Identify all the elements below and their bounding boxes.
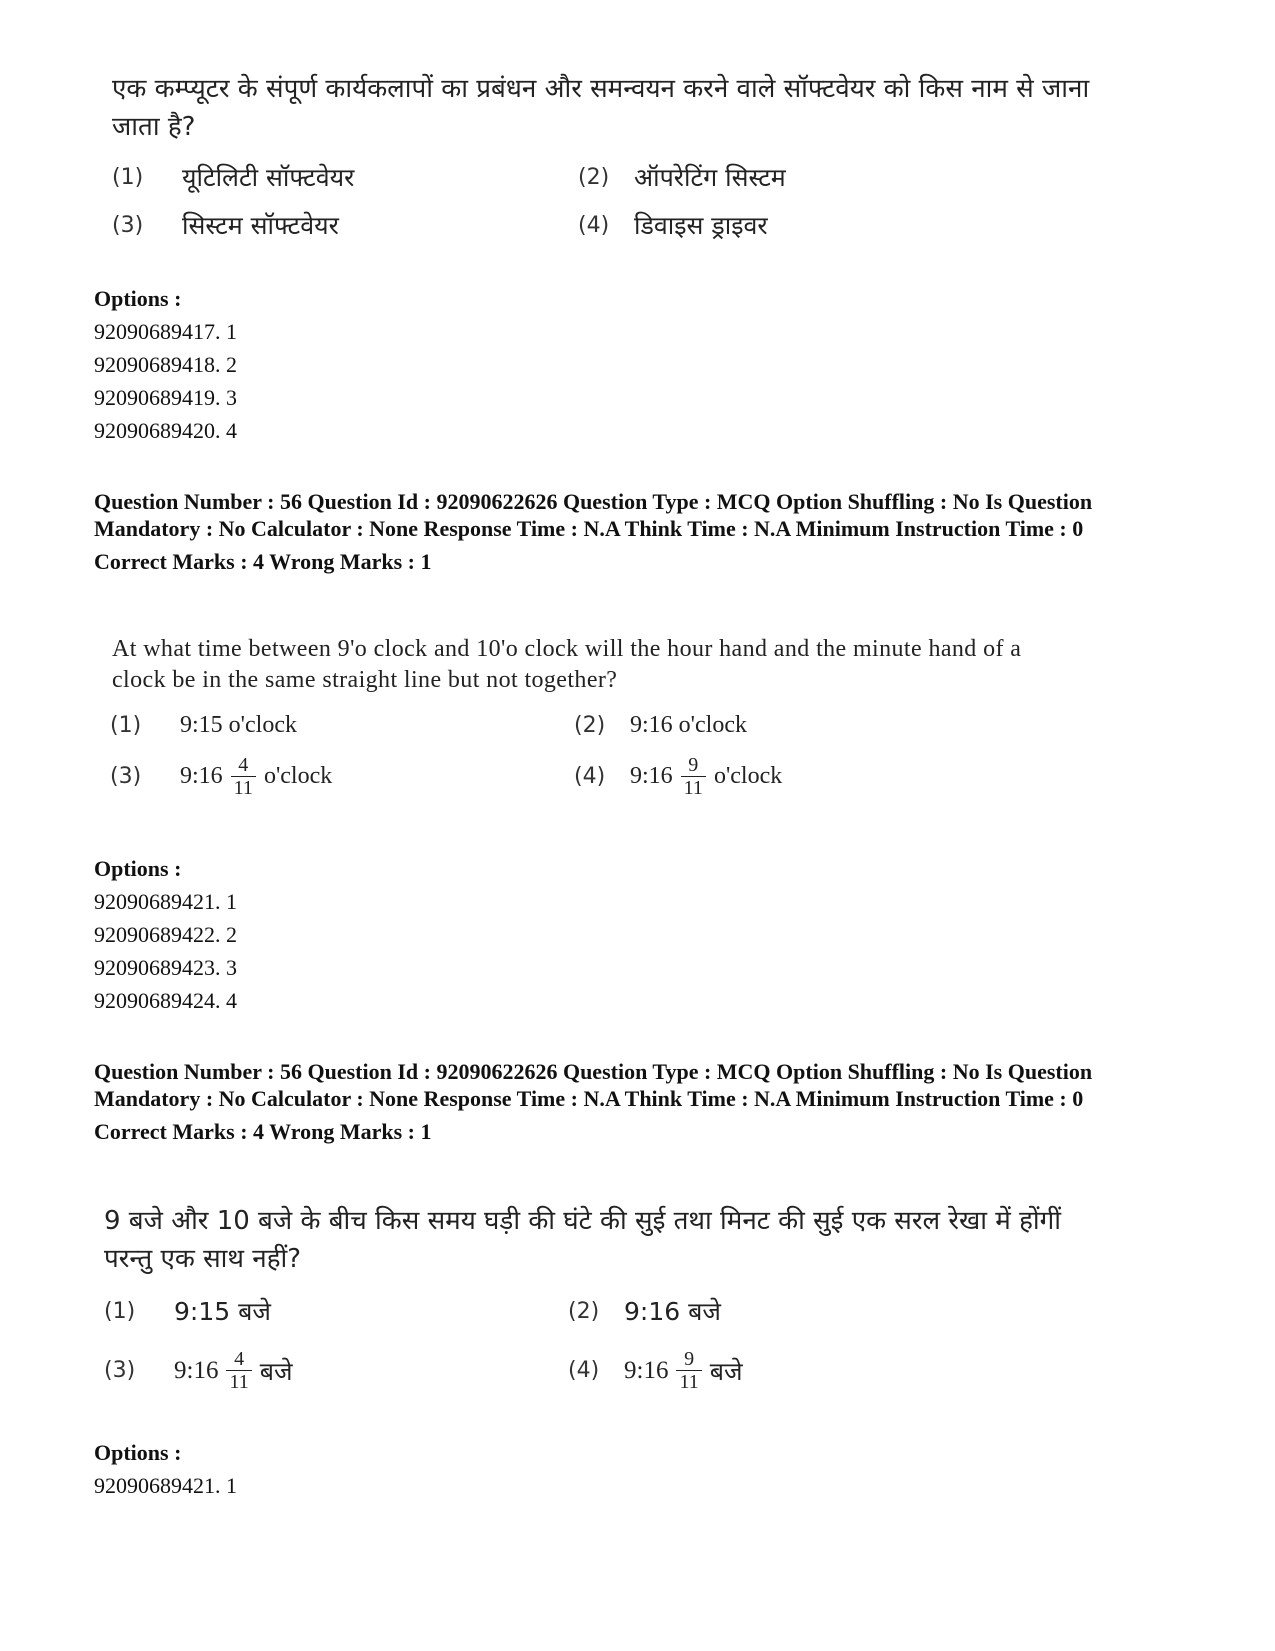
choice-number: (2) — [578, 164, 610, 190]
choice-4 — [574, 754, 782, 799]
fraction — [231, 754, 256, 799]
fraction-denominator: 11 — [226, 1370, 251, 1393]
question-text-hindi: 9 बजे और 10 बजे के बीच किस समय घड़ी की घंटे की सुई तथा मिनट की सुई एक सरल रेखा में होंगीं परन्तु एक साथ नहीं? — [104, 1206, 1062, 1274]
question-text-en: At what time between 9'o clock and 10'o clock will the hour hand and the minute hand of a clock be in the same straight line but not together? — [112, 636, 1022, 693]
choice-text: यूटिलिटी सॉफ्टवेयर — [182, 163, 355, 192]
choice-number: (3) — [110, 764, 142, 789]
choice-number: (4) — [578, 212, 610, 238]
fraction-numerator: 4 — [234, 1348, 245, 1370]
fraction-numerator: 4 — [238, 754, 249, 776]
choice-text: 9:16 बजे — [624, 1297, 721, 1326]
fraction-numerator: 9 — [688, 754, 699, 776]
question-text-hindi-prev: एक कम्प्यूटर के संपूर्ण कार्यकलापों का प्रबंधन और समन्वयन करने वाले सॉफ्टवेयर को किस नाम से जाना जाता है? — [112, 74, 1090, 142]
choice-text: 9:15 o'clock — [180, 712, 297, 738]
fraction — [681, 754, 706, 799]
choice-whole: 9:16 — [180, 763, 223, 789]
choice-number: (1) — [104, 1298, 136, 1324]
choice-1 — [112, 160, 354, 194]
choice-suffix: o'clock — [263, 763, 333, 789]
options-label: Options : — [94, 1440, 182, 1465]
fraction-denominator: 11 — [676, 1370, 701, 1393]
choice-2 — [574, 712, 747, 739]
choice-number: (1) — [110, 713, 142, 738]
question-meta-en — [94, 488, 1174, 575]
choice-number: (2) — [574, 713, 606, 738]
choice-1 — [104, 1294, 271, 1328]
marks-text: Correct Marks : 4 Wrong Marks : 1 — [94, 1119, 432, 1144]
choice-whole: 9:16 — [174, 1356, 219, 1384]
options-list-hi — [94, 1436, 237, 1502]
option-id: 92090689422. 2 — [94, 922, 237, 947]
marks-text: Correct Marks : 4 Wrong Marks : 1 — [94, 549, 432, 574]
choice-text: डिवाइस ड्राइवर — [634, 211, 768, 240]
choice-text: 9:16 o'clock — [630, 712, 747, 738]
choice-text — [624, 1348, 743, 1393]
option-id: 92090689421. 1 — [94, 1473, 237, 1498]
option-id: 92090689418. 2 — [94, 352, 237, 377]
options-list-en — [94, 852, 237, 1017]
choice-text — [174, 1348, 293, 1393]
option-id: 92090689420. 4 — [94, 418, 237, 443]
choice-text: ऑपरेटिंग सिस्टम — [634, 163, 786, 192]
options-label: Options : — [94, 856, 182, 881]
fraction — [676, 1348, 701, 1393]
fraction-denominator: 11 — [681, 776, 706, 799]
fraction — [226, 1348, 251, 1393]
choice-suffix: बजे — [259, 1356, 293, 1386]
choice-4 — [578, 208, 768, 242]
choice-number: (3) — [112, 212, 144, 238]
choice-3 — [104, 1348, 293, 1393]
choice-3 — [112, 208, 339, 242]
choice-4 — [568, 1348, 743, 1393]
question-meta-text: Question Number : 56 Question Id : 92090622626 Question Type : MCQ Option Shuffling : No Is Question Mandatory : No Calculator : None Response Time : N.A Think Time : N.A Minimum Instruction Time : 0 — [94, 489, 1093, 541]
choice-text: सिस्टम सॉफ्टवेयर — [182, 211, 339, 240]
choice-whole: 9:16 — [624, 1356, 669, 1384]
choice-number: (3) — [104, 1358, 136, 1383]
choice-number: (2) — [568, 1298, 600, 1324]
choice-suffix: o'clock — [713, 763, 783, 789]
choice-number: (4) — [568, 1358, 600, 1383]
choice-2 — [568, 1294, 721, 1328]
fraction-denominator: 11 — [231, 776, 256, 799]
choice-3 — [110, 754, 332, 799]
choice-1 — [110, 712, 297, 739]
option-id: 92090689423. 3 — [94, 955, 237, 980]
options-label: Options : — [94, 286, 182, 311]
option-id: 92090689424. 4 — [94, 988, 237, 1013]
question-meta-hi — [94, 1058, 1174, 1145]
choice-text — [180, 754, 332, 799]
choice-whole: 9:16 — [630, 763, 673, 789]
choice-text — [630, 754, 782, 799]
options-list-prev — [94, 282, 237, 447]
option-id: 92090689421. 1 — [94, 889, 237, 914]
fraction-numerator: 9 — [684, 1348, 695, 1370]
choice-number: (1) — [112, 164, 144, 190]
option-id: 92090689419. 3 — [94, 385, 237, 410]
choice-number: (4) — [574, 764, 606, 789]
choice-text: 9:15 बजे — [174, 1297, 271, 1326]
choice-2 — [578, 160, 786, 194]
choice-suffix: बजे — [709, 1356, 743, 1386]
question-meta-text: Question Number : 56 Question Id : 92090622626 Question Type : MCQ Option Shuffling : No Is Question Mandatory : No Calculator : None Response Time : N.A Think Time : N.A Minimum Instruction Time : 0 — [94, 1059, 1093, 1111]
option-id: 92090689417. 1 — [94, 319, 237, 344]
